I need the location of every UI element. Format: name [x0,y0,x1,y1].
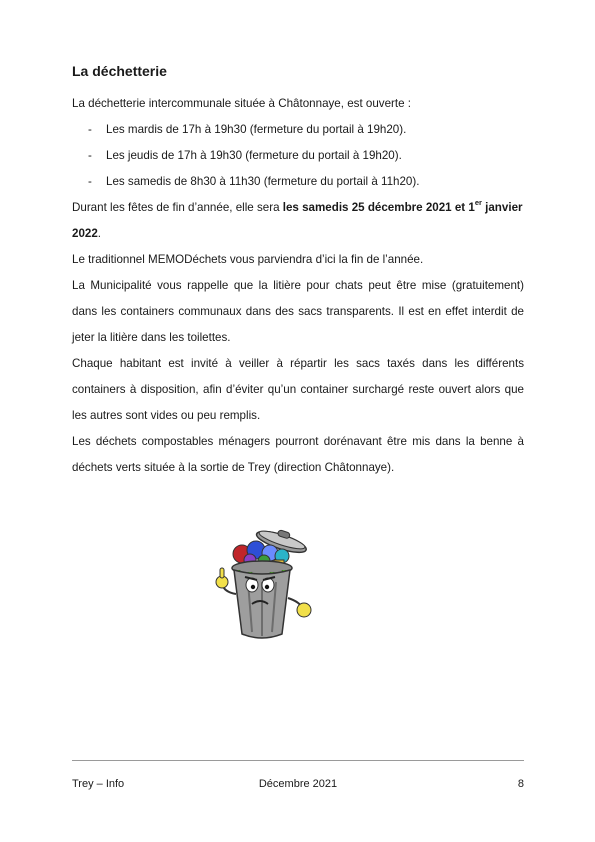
holidays-paragraph [72,195,524,247]
holidays-date-bold: les samedis 25 décembre 2021 et 1 [282,201,475,214]
opening-hours-list [72,117,524,195]
holidays-date-bold-end: janvier 2022 [72,201,523,240]
article [72,60,524,481]
article-title: La déchetterie [72,63,167,79]
page-footer [72,778,524,794]
list-item-text: Les mardis de 17h à 19h30 (fermeture du portail à 19h20). [106,123,407,136]
holidays-text-before: Durant les fêtes de fin d’année, elle sera [72,201,283,214]
footer-date: Décembre 2021 [258,778,338,790]
list-bullet: - [88,175,92,188]
list-item [72,117,524,143]
intro-paragraph: La déchetterie intercommunale située à Châtonnaye, est ouverte : [72,97,411,110]
list-item-text: Les samedis de 8h30 à 11h30 (fermeture du portail à 11h20). [106,175,420,188]
footer-divider [72,760,524,761]
ordinal-superscript: er [474,198,482,207]
compost-paragraph: Les déchets compostables ménagers pourront dorénavant être mis dans la benne à déchets verts située à la sortie de Trey (direction Châtonnaye). [72,435,524,474]
list-bullet: - [88,149,92,162]
memo-paragraph: Le traditionnel MEMODéchets vous parviendra d’ici la fin de l’année. [72,253,424,266]
footer-publication: Trey – Info [72,778,125,790]
trash-can-cartoon-icon [212,522,322,647]
list-bullet: - [88,123,92,136]
bags-paragraph: Chaque habitant est invité à veiller à répartir les sacs taxés dans les différents containers à disposition, afin d’éviter qu’un container surchargé reste ouvert alors que les autres sont vides ou peu remplis. [72,357,524,422]
list-item [72,143,524,169]
list-item-text: Les jeudis de 17h à 19h30 (fermeture du portail à 19h20). [106,149,402,162]
page-number: 8 [517,778,524,790]
list-item [72,169,524,195]
holidays-text-after: . [97,227,102,240]
litter-paragraph: La Municipalité vous rappelle que la litière pour chats peut être mise (gratuitement) dans les containers communaux dans des sacs transparents. Il est en effet interdit de jeter la litière dans les toilettes. [72,279,524,344]
